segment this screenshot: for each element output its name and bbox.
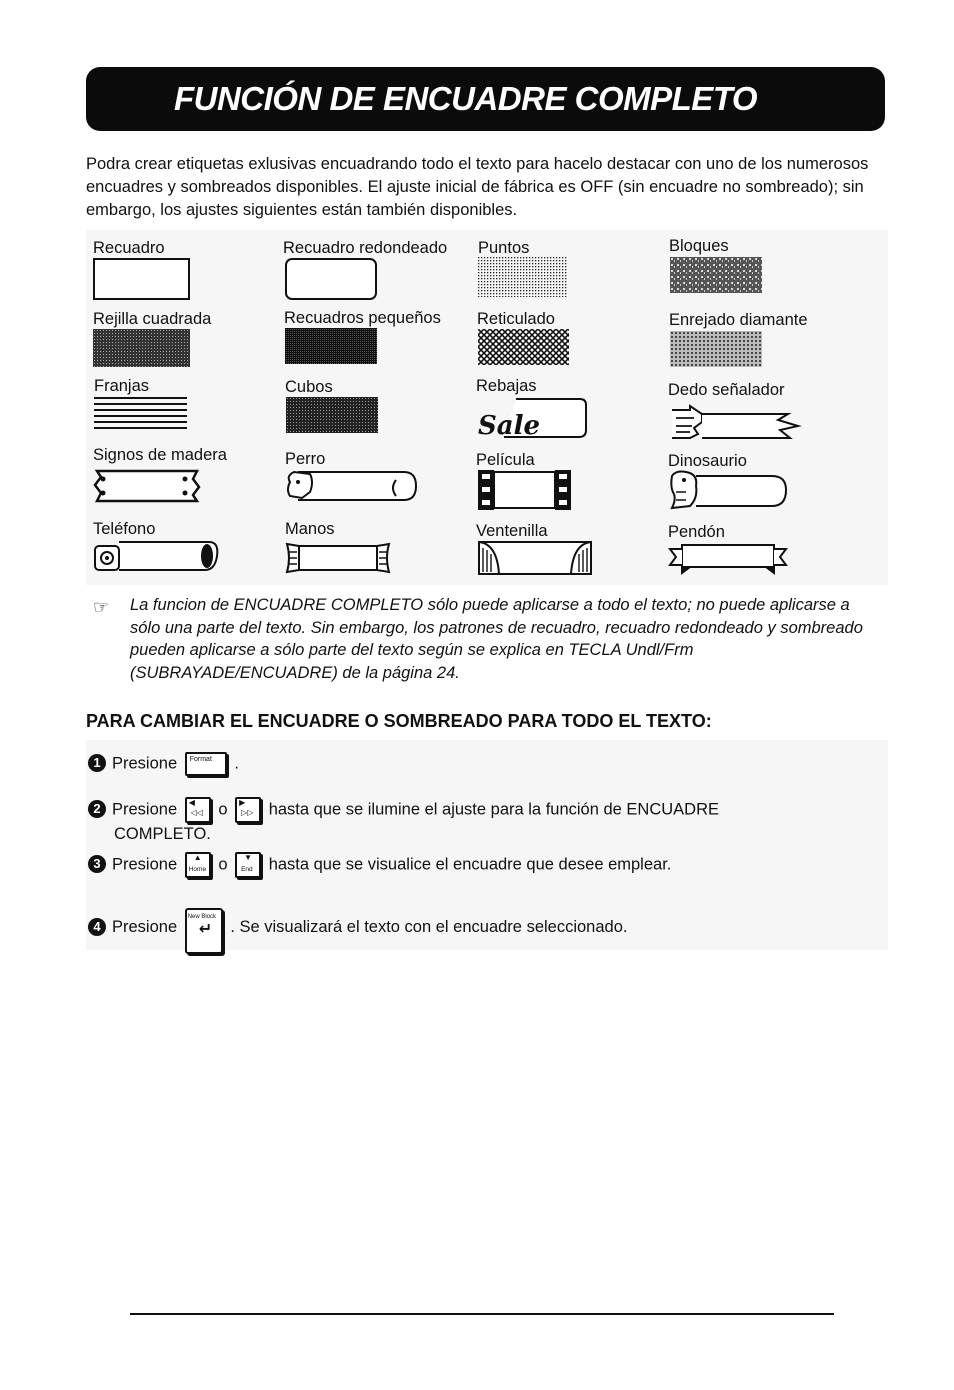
down-end-key: ▼ End bbox=[235, 852, 261, 878]
diamond-trellis-pattern-icon bbox=[670, 331, 762, 367]
step-3 bbox=[88, 852, 671, 878]
frame-label-pelicula: Película bbox=[476, 451, 535, 469]
hands-frame-icon bbox=[285, 540, 391, 576]
rounded-frame-icon bbox=[285, 258, 378, 300]
right-arrow-key: ▶ ▷▷ bbox=[235, 797, 261, 823]
frame-label-reticulado: Reticulado bbox=[477, 310, 555, 328]
format-key bbox=[185, 752, 227, 776]
frame-label-pendon: Pendón bbox=[668, 523, 725, 541]
frame-label-recuadros-pequenos: Recuadros pequeños bbox=[284, 309, 441, 327]
frame-label-rebajas: Rebajas bbox=[476, 377, 537, 395]
stripes-pattern-icon bbox=[94, 396, 187, 430]
frame-label-dinosaurio: Dinosaurio bbox=[668, 452, 747, 470]
up-home-key: ▲ Home bbox=[185, 852, 211, 878]
frame-label-perro: Perro bbox=[285, 450, 326, 468]
step-4 bbox=[88, 908, 627, 954]
wood-signs-frame-icon bbox=[93, 467, 201, 503]
left-arrow-key: ◀ ◁◁ bbox=[185, 797, 211, 823]
intro-paragraph: Podra crear etiquetas exlusivas encuadrando todo el texto para hacelo destacar con uno de los numerosos encuadres y sombreados disponibles. El ajuste inicial de fábrica es OFF (sin encuadre no sombreado); sin embargo, los ajustes siguientes están también disponibles. bbox=[86, 155, 869, 219]
frame-label-recuadro-redondeado: Recuadro redondeado bbox=[283, 239, 448, 257]
step-text: hasta que se ilumine el ajuste para la función de ENCUADRE bbox=[268, 800, 720, 819]
bottom-divider bbox=[130, 1313, 834, 1315]
pointing-finger-frame-icon bbox=[668, 400, 803, 444]
enter-arrow-icon: ↵ bbox=[198, 921, 213, 938]
new-block-key bbox=[185, 908, 223, 954]
frame-label-manos: Manos bbox=[285, 520, 335, 538]
banner-frame-icon bbox=[668, 541, 788, 577]
step-text: Presione bbox=[112, 754, 178, 773]
frame-label-cubos: Cubos bbox=[285, 378, 333, 396]
home-key-label: Home bbox=[188, 866, 207, 873]
step-text: Presione bbox=[112, 918, 178, 936]
end-key-label: End bbox=[241, 866, 253, 873]
square-grid-pattern-icon bbox=[93, 329, 190, 367]
title-bar bbox=[86, 67, 885, 131]
section-title: PARA CAMBIAR EL ENCUADRE O SOMBREADO PARA TODO EL TEXTO: bbox=[86, 711, 712, 731]
small-squares-pattern-icon bbox=[285, 328, 377, 364]
format-key-label: Format bbox=[189, 756, 212, 763]
step-text: Presione bbox=[112, 800, 178, 819]
frame-label-bloques: Bloques bbox=[669, 237, 729, 255]
step-2 bbox=[88, 797, 719, 845]
note-text: La funcion de ENCUADRE COMPLETO sólo puede aplicarse a todo el texto; no puede aplicarse a sólo una parte del texto. Sin embargo, los patrones de recuadro, recuadro redondeado y sombreado pueden aplicarse a sólo parte del texto según se explica en TECLA Undl/Frm (SUBRAYADE/ENCUADRE) de la página 24. bbox=[130, 596, 863, 682]
step-number: 2 bbox=[88, 800, 106, 818]
frame-label-franjas: Franjas bbox=[94, 377, 150, 395]
step-text: hasta que se visualice el encuadre que desee emplear. bbox=[268, 855, 672, 874]
frame-label-enrejado-diamante: Enrejado diamante bbox=[669, 311, 808, 329]
frame-label-signos-de-madera: Signos de madera bbox=[93, 446, 227, 464]
step-text: o bbox=[218, 800, 228, 819]
step-text: . Se visualizará el texto con el encuadre seleccionado. bbox=[230, 918, 628, 936]
step-text: Presione bbox=[112, 855, 178, 874]
blocks-pattern-icon bbox=[670, 257, 762, 293]
frame-label-dedo-senalador: Dedo señalador bbox=[668, 381, 785, 399]
sale-word: Sale bbox=[478, 411, 541, 440]
step-text-continued: COMPLETO. bbox=[114, 825, 211, 843]
frame-label-telefono: Teléfono bbox=[93, 520, 156, 538]
frame-label-rejilla-cuadrada: Rejilla cuadrada bbox=[93, 310, 212, 328]
sale-frame-icon bbox=[476, 396, 588, 440]
square-frame-icon bbox=[93, 258, 190, 300]
step-number: 1 bbox=[88, 754, 106, 772]
lattice-pattern-icon bbox=[478, 329, 569, 365]
frame-label-puntos: Puntos bbox=[478, 239, 530, 257]
window-curtain-frame-icon bbox=[477, 540, 593, 576]
pointing-hand-icon: ☞ bbox=[93, 597, 110, 617]
step-text: . bbox=[234, 754, 239, 773]
frame-label-recuadro: Recuadro bbox=[93, 239, 165, 257]
cubes-pattern-icon bbox=[286, 397, 378, 433]
step-number: 4 bbox=[88, 918, 106, 936]
step-1 bbox=[88, 752, 239, 776]
new-block-key-label: New Block bbox=[187, 914, 217, 920]
telephone-frame-icon bbox=[93, 538, 221, 574]
dinosaur-frame-icon bbox=[668, 470, 790, 512]
frame-label-ventenilla: Ventenilla bbox=[476, 522, 548, 540]
page-title: FUNCIÓN DE ENCUADRE COMPLETO bbox=[173, 80, 758, 117]
film-frame-icon bbox=[477, 469, 572, 511]
step-number: 3 bbox=[88, 855, 106, 873]
step-text: o bbox=[218, 855, 228, 874]
dog-frame-icon bbox=[284, 468, 420, 504]
dots-pattern-icon bbox=[478, 257, 568, 297]
